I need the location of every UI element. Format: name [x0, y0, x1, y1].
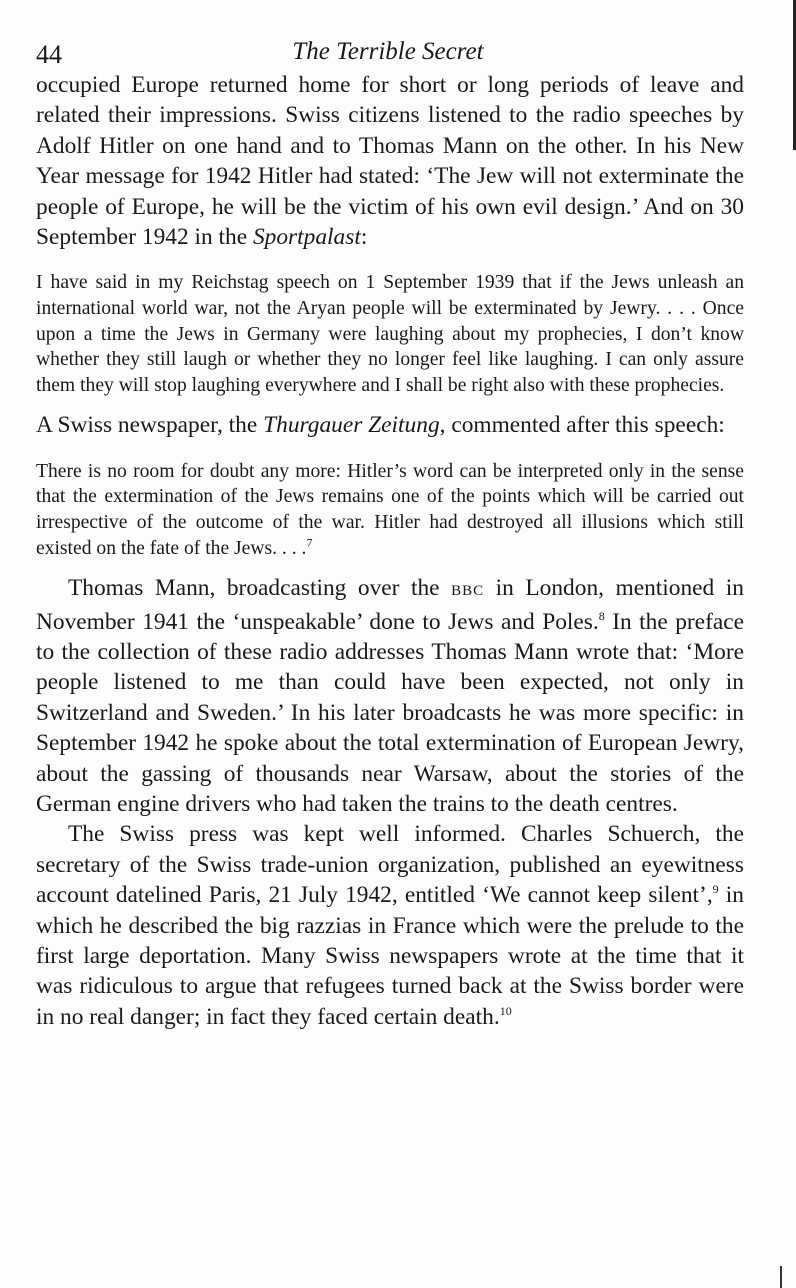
paragraph-4-text-a: The Swiss press was kept well informed. Charles Schuerch, the secretary of the Swiss trade-union organization, published an eyewitness account datelined Paris, 21 July 1942, entitled ‘We cannot keep silent’,: [36, 821, 744, 909]
sportpalast-italic: Sportpalast: [252, 224, 361, 251]
footnote-ref-9: 9: [712, 882, 719, 897]
footnote-ref-7: 7: [306, 535, 313, 550]
newspaper-title-italic: Thurgauer Zeitung: [263, 412, 440, 439]
scan-corner-mark: [780, 1266, 782, 1288]
block-quote-hitler: I have said in my Reichstag speech on 1 September 1939 that if the Jews unleash an international world war, not the Aryan people will be exterminated by Jewry. . . . Once upon a time the Jews in Germany were laughing about my prophecies, I don’t know whether they still laugh or whether they no longer feel like laughing. I can only assure them they will stop laughing everywhere and I shall be right also with these prophecies.: [36, 272, 744, 396]
paragraph-3-text-a: Thomas Mann, broadcasting over the: [68, 575, 452, 602]
paragraph-2-text-b: , commented after this speech:: [439, 412, 725, 439]
paragraph-2-text-a: A Swiss newspaper, the: [36, 412, 264, 439]
paragraph-3-text-b: in London, mentioned in November 1941 the ‘unspeakable’ done to Jews and Poles.: [36, 575, 744, 635]
bbc-small-caps: BBC: [451, 583, 485, 600]
footnote-ref-10: 10: [499, 1004, 512, 1019]
paragraph-1: [36, 70, 744, 252]
paragraph-4: [36, 819, 744, 1032]
block-quote-thurgauer-text: There is no room for doubt any more: Hitler’s word can be interpreted only in the sense that the extermination of the Jews remains one of the points which will be carried out irrespective of the outcome of the war. Hitler had destroyed all illusions which still existed on the fate of the Jews. . . .: [36, 460, 744, 559]
block-quote-thurgauer: [36, 459, 744, 561]
paragraph-4-text-b: in which he described the big razzias in France which were the prelude to the first large deportation. Many Swiss newspapers wrote at the time that it was ridiculous to argue that refugees turned back at the Swiss border were in no real danger; in fact they faced certain death.: [36, 882, 744, 1030]
paragraph-3: [36, 573, 744, 819]
running-title: The Terrible Secret: [292, 38, 484, 65]
footnote-ref-8: 8: [598, 608, 605, 623]
paragraph-1-text-a: occupied Europe returned home for short or long periods of leave and related their impressions. Swiss citizens listened to the radio speeches by Adolf Hitler on one hand and to Thomas Mann on the other. In his New Year message for 1942 Hitler had stated: ‘The Jew will not exterminate the people of Europe, he will be the victim of his own evil design.’ And on 30 September 1942 in the: [36, 72, 744, 251]
running-head: [36, 36, 740, 72]
page-number: 44: [36, 40, 62, 69]
paragraph-1-text-b: :: [360, 224, 368, 251]
paragraph-2: [36, 410, 744, 440]
paragraph-3-text-c: In the preface to the collection of these radio addresses Thomas Mann wrote that: ‘More people listened to me than could have been expected, not only in Switzerland and Sweden.’ In his later broadcasts he was more specific: in September 1942 he spoke about the total extermination of European Jewry, about the gassing of thousands near Warsaw, about the stories of the German engine drivers who had taken the trains to the death centres.: [36, 608, 745, 818]
text-block: [36, 70, 744, 1032]
